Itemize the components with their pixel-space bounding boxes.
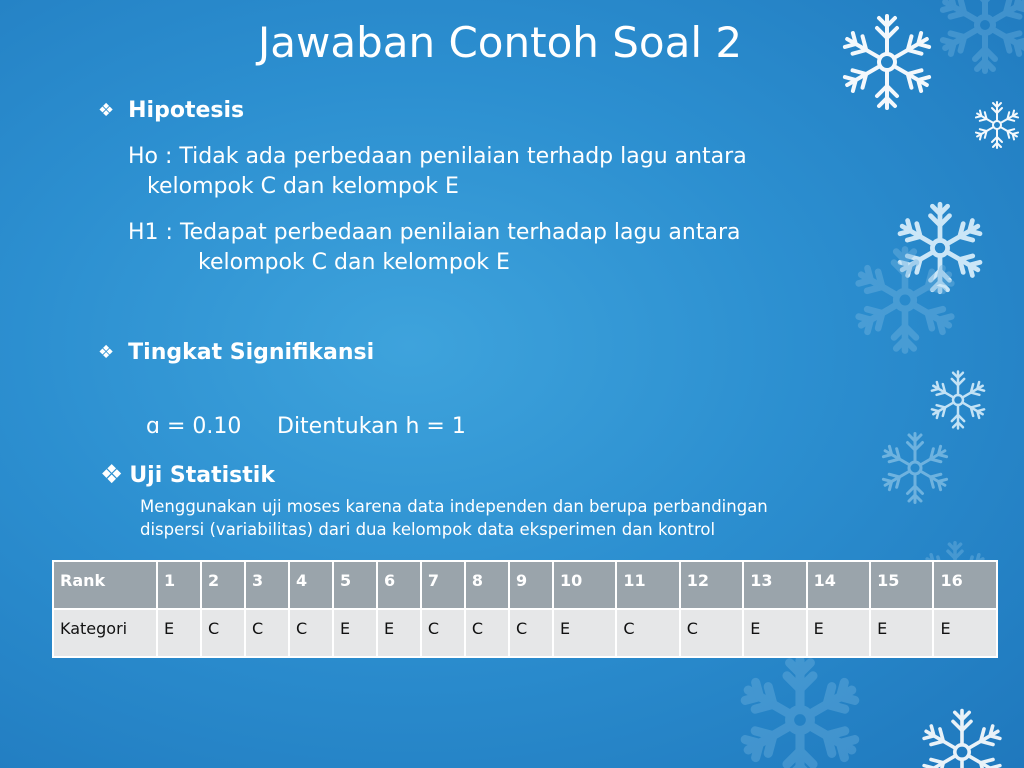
kategori-cell: C xyxy=(509,609,553,657)
uji-description-line2: dispersi (variabilitas) dari dua kelompok data eksperimen dan kontrol xyxy=(140,520,716,539)
h-value: Ditentukan h = 1 xyxy=(277,414,466,439)
snowflake-icon xyxy=(930,371,986,428)
rank-cell: 4 xyxy=(289,561,333,609)
diamond-bullet-icon: ❖ xyxy=(100,460,124,490)
snowflake-icon xyxy=(881,434,948,503)
snowflake-icon xyxy=(975,102,1020,148)
h1-line2: kelompok C dan kelompok E xyxy=(198,250,510,275)
rank-cell: 9 xyxy=(509,561,553,609)
kategori-cell: C xyxy=(289,609,333,657)
kategori-cell: E xyxy=(333,609,377,657)
rank-table xyxy=(52,560,998,658)
rank-cell: 15 xyxy=(870,561,933,609)
kategori-cell: C xyxy=(680,609,743,657)
kategori-cell: E xyxy=(743,609,806,657)
kategori-cell: E xyxy=(377,609,421,657)
h1-line1: H1 : Tedapat perbedaan penilaian terhadap lagu antara xyxy=(128,220,741,245)
kategori-cell: C xyxy=(421,609,465,657)
rank-cell: 6 xyxy=(377,561,421,609)
h0-line1: Ho : Tidak ada perbedaan penilaian terhadp lagu antara xyxy=(128,144,747,169)
snowflake-icon xyxy=(742,660,859,768)
diamond-bullet-icon: ❖ xyxy=(98,342,115,363)
rank-cell: 8 xyxy=(465,561,509,609)
kategori-cell: C xyxy=(201,609,245,657)
bullet-signifikansi xyxy=(98,340,374,365)
rank-cell: 7 xyxy=(421,561,465,609)
kategori-row xyxy=(53,609,997,657)
rank-cell: 16 xyxy=(933,561,997,609)
uji-heading: Uji Statistik xyxy=(129,462,275,488)
kategori-cell: E xyxy=(157,609,201,657)
kategori-cell: C xyxy=(465,609,509,657)
h0-line2: kelompok C dan kelompok E xyxy=(147,174,459,199)
rank-cell: 12 xyxy=(680,561,743,609)
alpha-value: ɑ = 0.10 xyxy=(146,414,242,439)
rank-cell: 14 xyxy=(807,561,870,609)
rank-cell: 2 xyxy=(201,561,245,609)
rank-row xyxy=(53,561,997,609)
bullet-hipotesis xyxy=(98,98,244,123)
kategori-cell: C xyxy=(616,609,679,657)
hipotesis-heading: Hipotesis xyxy=(128,98,245,123)
rank-cell: 13 xyxy=(743,561,806,609)
kategori-cell: E xyxy=(553,609,616,657)
diamond-bullet-icon: ❖ xyxy=(98,100,115,121)
slide-title: Jawaban Contoh Soal 2 xyxy=(257,18,743,67)
kategori-cell: E xyxy=(933,609,997,657)
kategori-cell: C xyxy=(245,609,289,657)
rank-header-cell: Rank xyxy=(53,561,157,609)
rank-cell: 5 xyxy=(333,561,377,609)
rank-cell: 11 xyxy=(616,561,679,609)
bullet-uji-statistik xyxy=(100,460,275,490)
snowflake-icon xyxy=(922,711,1003,768)
rank-cell: 3 xyxy=(245,561,289,609)
kategori-cell: E xyxy=(870,609,933,657)
kategori-header-cell: Kategori xyxy=(53,609,157,657)
rank-cell: 10 xyxy=(553,561,616,609)
kategori-cell: E xyxy=(807,609,870,657)
signifikansi-heading: Tingkat Signifikansi xyxy=(128,340,375,365)
rank-cell: 1 xyxy=(157,561,201,609)
uji-description-line1: Menggunakan uji moses karena data independen dan berupa perbandingan xyxy=(140,497,768,516)
